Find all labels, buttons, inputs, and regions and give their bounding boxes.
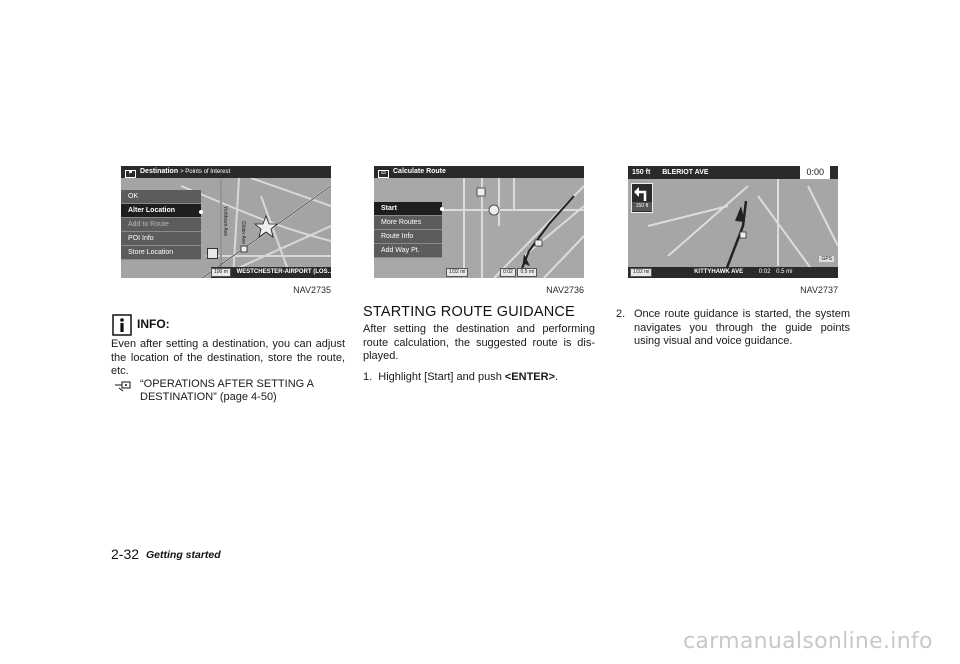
svg-text:Yorktown Ave: Yorktown Ave bbox=[222, 206, 228, 237]
scale-indicator: 100 m bbox=[211, 268, 231, 277]
reference-line-2[interactable]: DESTINATION” (page 4-50) bbox=[140, 391, 277, 403]
figure-caption-nav2736: NAV2736 bbox=[546, 285, 584, 295]
menu-item-store-location[interactable]: Store Location bbox=[121, 246, 201, 260]
guidance-top-bar bbox=[628, 166, 838, 179]
map-guidance-graphic bbox=[628, 166, 838, 278]
section-intro-text: After setting the destination and performing route calculation, the suggested route is dis- played. bbox=[363, 323, 595, 362]
page-number: 2-32 bbox=[111, 546, 140, 562]
figure-nav2737-screen bbox=[628, 166, 838, 278]
figure-caption-nav2735: NAV2735 bbox=[293, 285, 331, 295]
menu-item-start[interactable]: Start bbox=[374, 202, 442, 216]
enter-key-label: <ENTER> bbox=[504, 371, 556, 383]
eta-time: 0:02 bbox=[500, 268, 516, 277]
menu-item-add-to-route[interactable]: Add to Route bbox=[121, 218, 201, 232]
info-icon bbox=[112, 314, 132, 336]
menu-item-add-way-point[interactable]: Add Way Pt. bbox=[374, 244, 442, 258]
reference-pointer-icon bbox=[113, 378, 133, 392]
turn-arrow-panel bbox=[631, 183, 653, 213]
reference-line-1[interactable]: “OPERATIONS AFTER SETTING A bbox=[140, 378, 314, 390]
screen-title: Calculate Route bbox=[393, 168, 446, 175]
next-turn-distance: 150 ft bbox=[632, 169, 651, 176]
chapter-title: Getting started bbox=[146, 549, 221, 561]
clock-time: 0:00 bbox=[800, 166, 830, 179]
info-text: Even after setting a destination, you can adjust the location of the destination, store the route, etc. bbox=[111, 338, 345, 377]
figure-caption-nav2737: NAV2737 bbox=[800, 285, 838, 295]
step-1-suffix: . bbox=[555, 371, 559, 383]
turn-panel-distance: 150 ft bbox=[632, 202, 652, 211]
screen-menu bbox=[374, 202, 442, 258]
watermark-text: carmanualsonline.info bbox=[683, 629, 933, 654]
menu-item-poi-info[interactable]: POI Info bbox=[121, 232, 201, 246]
step-1-text: 1. Highlight [Start] and push bbox=[363, 371, 505, 383]
poi-icon bbox=[207, 248, 218, 259]
flag-icon: ⚑ bbox=[125, 170, 136, 178]
current-street-name: KITTYHAWK AVE bbox=[694, 269, 744, 275]
figure-nav2735-screen bbox=[121, 166, 331, 278]
screen-menu bbox=[121, 190, 201, 260]
scale-indicator: 1/32 mi bbox=[446, 268, 468, 277]
selection-dot bbox=[199, 210, 203, 214]
route-status-bar bbox=[446, 267, 584, 278]
menu-item-more-routes[interactable]: More Routes bbox=[374, 216, 442, 230]
menu-item-alter-location[interactable]: Alter Location bbox=[121, 204, 201, 218]
guidance-bottom-bar bbox=[628, 267, 838, 278]
menu-item-ok[interactable]: OK bbox=[121, 190, 201, 204]
info-label: INFO: bbox=[137, 317, 170, 331]
screen-breadcrumb: > Points of Interest bbox=[180, 169, 231, 175]
route-icon: ▭ bbox=[378, 170, 389, 178]
turn-left-arrow-icon bbox=[632, 184, 652, 202]
section-heading: STARTING ROUTE GUIDANCE bbox=[363, 304, 575, 320]
location-label: WESTCHESTER-AIRPORT (LOS.. bbox=[236, 269, 331, 275]
scale-indicator: 1/32 mi bbox=[630, 268, 652, 277]
svg-text:Glider Ave: Glider Ave bbox=[240, 221, 246, 244]
location-bar bbox=[211, 267, 331, 278]
screen-title-bar bbox=[374, 166, 584, 178]
step-1 bbox=[363, 371, 558, 385]
figure-nav2736-screen bbox=[374, 166, 584, 278]
screen-title: Destination bbox=[140, 168, 179, 175]
remaining-distance: 0.5 mi bbox=[776, 269, 793, 275]
step-2-text: Once route guidance is started, the system navigates you through the guide points using visual and voice guidance. bbox=[634, 308, 850, 347]
screen-title-bar bbox=[121, 166, 331, 178]
step-2-number: 2. bbox=[616, 308, 626, 320]
remaining-distance: 0.5 mi bbox=[517, 268, 537, 277]
menu-item-route-info[interactable]: Route Info bbox=[374, 230, 442, 244]
selection-dot bbox=[440, 207, 444, 211]
eta-time: 0:02 bbox=[758, 269, 771, 275]
gps-indicator: GPS bbox=[821, 256, 832, 262]
next-street-name: BLERIOT AVE bbox=[662, 169, 709, 176]
